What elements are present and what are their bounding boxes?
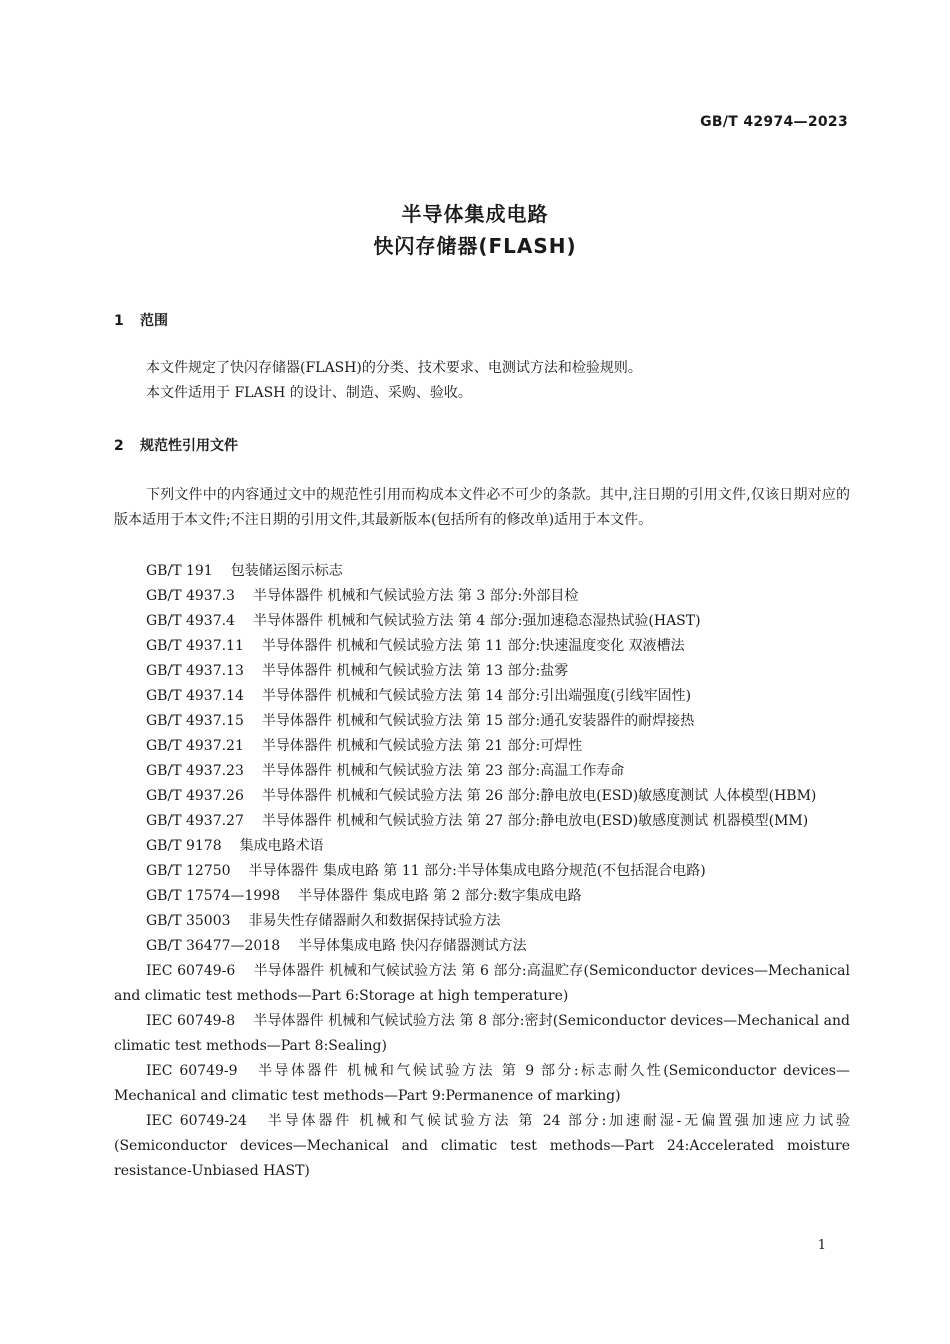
- section-number: 2: [114, 438, 124, 454]
- reference-item: [114, 759, 850, 784]
- reference-title: 半导体器件 集成电路 第 11 部分:半导体集成电路分规范(不包括混合电路): [248, 863, 706, 879]
- reference-code: IEC 60749-6: [146, 963, 236, 979]
- reference-item: [114, 784, 850, 809]
- section-heading-normative-references: [114, 435, 238, 455]
- reference-item: [114, 1059, 850, 1109]
- reference-code: GB/T 4937.11: [146, 638, 244, 654]
- reference-title: 集成电路术语: [239, 838, 324, 854]
- standard-number: GB/T 42974—2023: [700, 114, 848, 130]
- references-intro: 下列文件中的内容通过文中的规范性引用而构成本文件必不可少的条款。其中,注日期的引用文件,仅该日期对应的版本适用于本文件;不注日期的引用文件,其最新版本(包括所有的修改单)适用于本文件。: [114, 487, 850, 528]
- reference-code: GB/T 4937.21: [146, 738, 244, 754]
- reference-code: GB/T 191: [146, 563, 213, 579]
- reference-item: [114, 559, 850, 584]
- reference-title: 半导体器件 机械和气候试验方法 第 3 部分:外部目检: [252, 588, 579, 604]
- reference-title: 半导体器件 机械和气候试验方法 第 4 部分:强加速稳态湿热试验(HAST): [252, 613, 701, 629]
- reference-item: [114, 834, 850, 859]
- reference-title: 半导体器件 机械和气候试验方法 第 26 部分:静电放电(ESD)敏感度测试 人体模型(HBM): [261, 788, 817, 804]
- reference-item: [114, 634, 850, 659]
- reference-item: [114, 934, 850, 959]
- reference-item: [114, 809, 850, 834]
- reference-code: GB/T 4937.4: [146, 613, 235, 629]
- reference-code: GB/T 9178: [146, 838, 222, 854]
- section-title: 规范性引用文件: [140, 438, 238, 454]
- section-number: 1: [114, 313, 124, 329]
- reference-item: [114, 659, 850, 684]
- reference-code: GB/T 4937.27: [146, 813, 244, 829]
- reference-code: GB/T 4937.26: [146, 788, 244, 804]
- reference-code: IEC 60749-24: [146, 1113, 247, 1129]
- reference-title: 半导体器件 机械和气候试验方法 第 13 部分:盐雾: [261, 663, 569, 679]
- reference-code: GB/T 35003: [146, 913, 231, 929]
- reference-item: [114, 909, 850, 934]
- reference-code: GB/T 12750: [146, 863, 231, 879]
- reference-item: [114, 1109, 850, 1184]
- reference-code: GB/T 4937.13: [146, 663, 244, 679]
- reference-code: GB/T 4937.14: [146, 688, 244, 704]
- reference-title: 半导体器件 机械和气候试验方法 第 9 部分:标志耐久性(Semiconductor devices—Mechanical and climatic test methods—Part 9:Permanence of marking): [114, 1063, 850, 1104]
- reference-item: [114, 584, 850, 609]
- reference-title: 半导体器件 机械和气候试验方法 第 23 部分:高温工作寿命: [261, 763, 625, 779]
- reference-item: [114, 1009, 850, 1059]
- reference-title: 半导体器件 集成电路 第 2 部分:数字集成电路: [298, 888, 582, 904]
- reference-title: 半导体器件 机械和气候试验方法 第 24 部分:加速耐湿-无偏置强加速应力试验(Semiconductor devices—Mechanical and climatic test methods—Part 24:Accelerated moisture resistance-Unbiased HAST): [114, 1113, 851, 1179]
- reference-item: [114, 959, 850, 1009]
- reference-title: 半导体器件 机械和气候试验方法 第 11 部分:快速温度变化 双液槽法: [261, 638, 685, 654]
- reference-item: [114, 609, 850, 634]
- reference-item: [114, 734, 850, 759]
- document-title-line1: 半导体集成电路: [401, 202, 549, 226]
- reference-item: [114, 709, 850, 734]
- reference-title: 半导体器件 机械和气候试验方法 第 27 部分:静电放电(ESD)敏感度测试 机器模型(MM): [261, 813, 809, 829]
- reference-title: 半导体器件 机械和气候试验方法 第 8 部分:密封(Semiconductor devices—Mechanical and climatic test methods—Part 8:Sealing): [114, 1013, 850, 1054]
- scope-paragraph: 本文件规定了快闪存储器(FLASH)的分类、技术要求、电测试方法和检验规则。: [146, 360, 642, 376]
- reference-code: IEC 60749-8: [146, 1013, 236, 1029]
- reference-code: GB/T 36477—2018: [146, 938, 281, 954]
- reference-title: 包装储运图示标志: [230, 563, 343, 579]
- reference-title: 半导体器件 机械和气候试验方法 第 21 部分:可焊性: [261, 738, 583, 754]
- reference-code: GB/T 4937.23: [146, 763, 244, 779]
- reference-title: 半导体器件 机械和气候试验方法 第 15 部分:通孔安装器件的耐焊接热: [261, 713, 695, 729]
- reference-item: [114, 859, 850, 884]
- reference-code: GB/T 17574—1998: [146, 888, 281, 904]
- reference-item: [114, 684, 850, 709]
- scope-paragraph: 本文件适用于 FLASH 的设计、制造、采购、验收。: [146, 385, 472, 401]
- reference-item: [114, 884, 850, 909]
- reference-code: GB/T 4937.15: [146, 713, 244, 729]
- reference-title: 非易失性存储器耐久和数据保持试验方法: [248, 913, 501, 929]
- section-heading-scope: [114, 310, 168, 330]
- reference-list: [114, 559, 850, 1184]
- section-title: 范围: [140, 313, 168, 329]
- reference-title: 半导体器件 机械和气候试验方法 第 6 部分:高温贮存(Semiconductor devices—Mechanical and climatic test methods—Part 6:Storage at high temperature): [114, 963, 850, 1004]
- reference-code: GB/T 4937.3: [146, 588, 235, 604]
- page-number: 1: [817, 1238, 826, 1253]
- reference-title: 半导体集成电路 快闪存储器测试方法: [298, 938, 527, 954]
- reference-code: IEC 60749-9: [146, 1063, 238, 1079]
- document-title-line2: 快闪存储器(FLASH): [373, 234, 577, 258]
- reference-title: 半导体器件 机械和气候试验方法 第 14 部分:引出端强度(引线牢固性): [261, 688, 692, 704]
